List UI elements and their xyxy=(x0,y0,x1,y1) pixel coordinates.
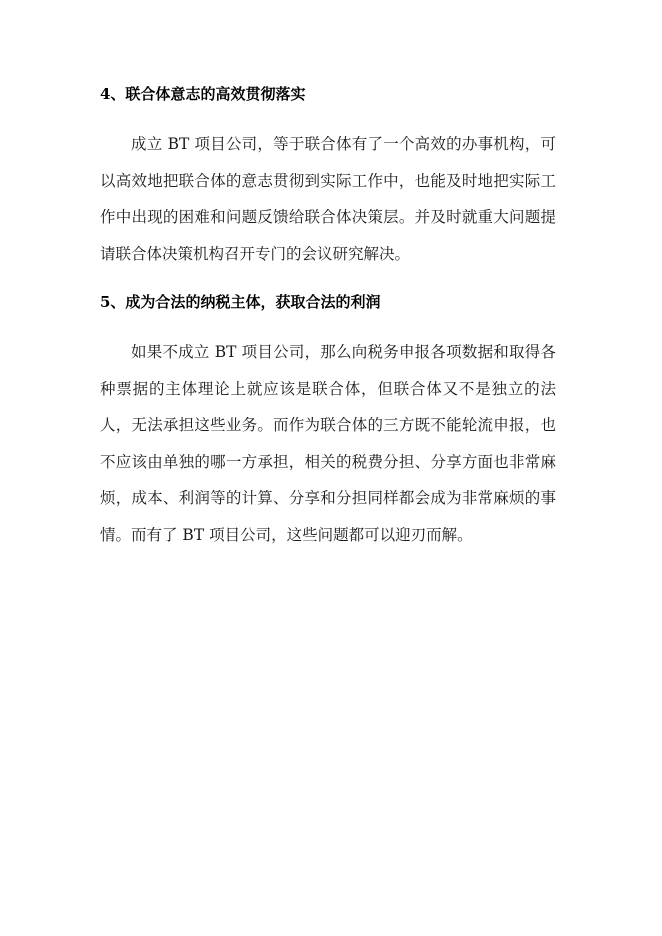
section-paragraph-5: 如果不成立 BT 项目公司，那么向税务申报各项数据和取得各种票据的主体理论上就应该是联合体，但联合体又不是独立的法人，无法承担这些业务。而作为联合体的三方既不能轮流申报，也不应该由单独的哪一方承担，相关的税费分担、分享方面也非常麻烦，成本、利润等的计算、分享和分担同样都会成为非常麻烦的事情。而有了 BT 项目公司，这些问题都可以迎刃而解。 xyxy=(100,343,556,544)
section-paragraph-4: 成立 BT 项目公司，等于联合体有了一个高效的办事机构，可以高效地把联合体的意志贯彻到实际工作中，也能及时地把实际工作中出现的困难和问题反馈给联合体决策层。并及时就重大问题提请联合体决策机构召开专门的会议研究解决。 xyxy=(100,135,556,263)
document-body xyxy=(100,80,556,553)
section-heading-4: 4、联合体意志的高效贯彻落实 xyxy=(100,85,306,103)
section-heading-5: 5、成为合法的纳税主体，获取合法的利润 xyxy=(100,293,381,311)
